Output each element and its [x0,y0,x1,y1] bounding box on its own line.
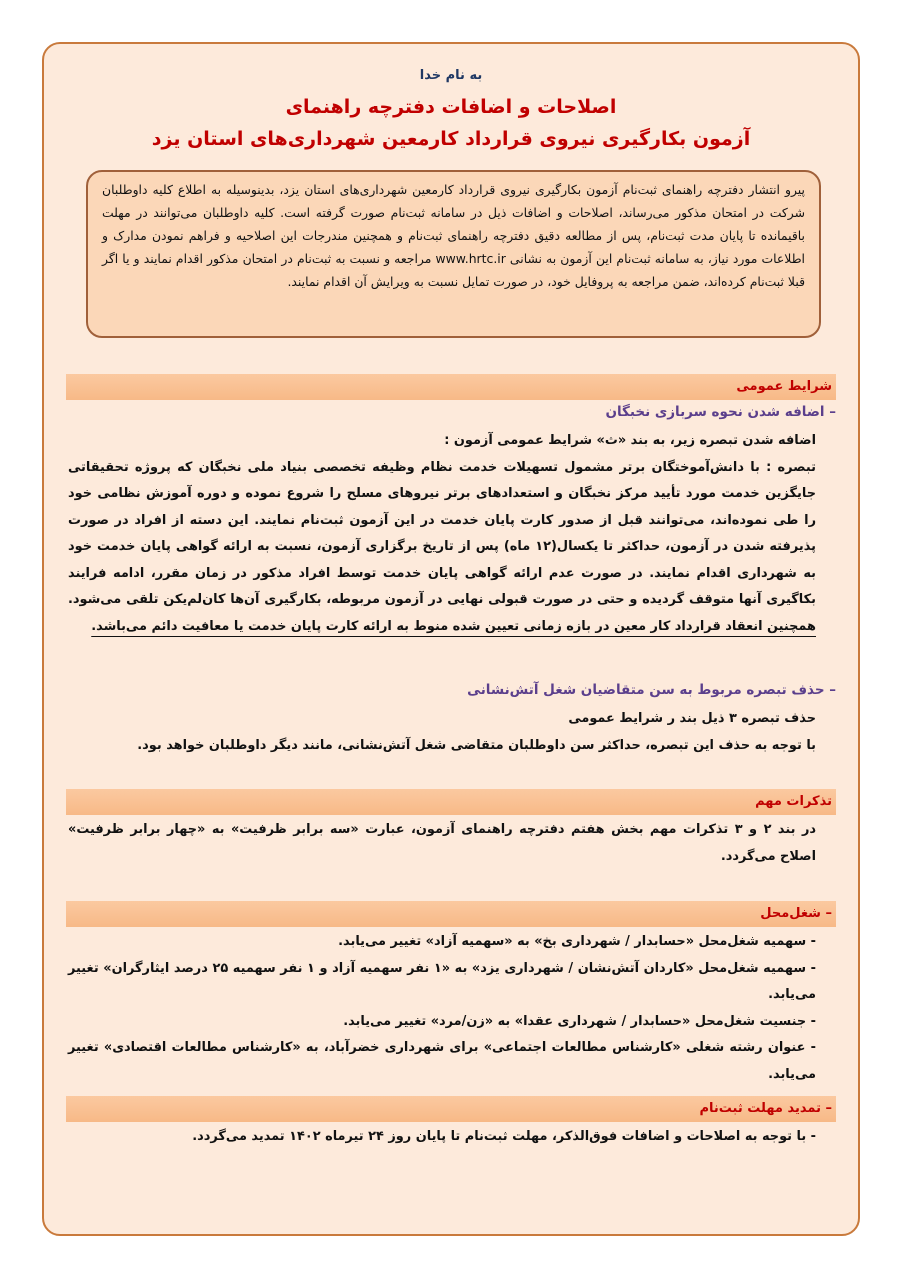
notes-body: در بند ۲ و ۳ تذکرات مهم بخش هفتم دفترچه راهنمای آزمون، عبارت «سه برابر ظرفیت» به «چهار برابر ظرفیت» اصلاح می‌گردد. [68,822,816,864]
job-items [68,929,816,1088]
elite-service-note: تبصره : با دانش‌آموختگان برتر مشمول تسهیلات خدمت نظام وظیفه تخصصی بنیاد ملی نخبگان که پروژه تحقیقاتی جایگزین خدمت مورد تأیید مرکز نخبگان و استعدادهای برتر نیروهای مسلح را شروع نموده و دوره آموزش نظامی خود را طی نموده‌اند، می‌توانند قبل از صدور کارت پایان خدمت در این آزمون ثبت‌نام نمایند. این دسته از افراد در صورت پذیرفته شدن در آزمون، حداکثر تا یکسال(۱۲ ماه) پس از تاریخ برگزاری آزمون، نسبت به ارائه گواهی پایان خدمت خود به شهرداری اقدام نمایند. در صورت عدم ارائه گواهی پایان خدمت توسط افراد مذکور در زمان مقرر، ادامه فرایند بکاگیری آنها متوقف گردیده و حتی در صورت قبولی نهایی در آزمون مربوطه، بکارگیری آن‌ها کان‌لم‌یکن تلقی می‌شود. [68,459,816,607]
firefighter-age-body [68,706,816,759]
section-extension-heading: – تمدید مهلت ثبت‌نام [66,1096,836,1122]
extension-body: - با توجه به اصلاحات و اضافات فوق‌الذکر، مهلت ثبت‌نام تا پایان روز ۲۴ تیرماه ۱۴۰۲ تمدید می‌گردد. [192,1129,816,1144]
bismillah: به نام خدا [419,68,483,83]
list-item: - جنسیت شغل‌محل «حسابدار / شهرداری عقدا» به «زن/مرد» تغییر می‌یابد. [343,1013,816,1029]
title-line-1: اصلاحات و اضافات دفترچه راهنمای [285,96,617,118]
list-item: - عنوان رشته شغلی «کارشناس مطالعات اجتماعی» برای شهرداری خضرآباد، به «کارشناس مطالعات اقتصادی» تغییر می‌یابد. [68,1040,816,1082]
elite-service-underlined: همچنین انعقاد قرارداد کار معین در بازه زمانی تعیین شده منوط به ارائه کارت پایان خدمت یا معافیت دائم می‌باشد. [91,618,816,634]
subheading-firefighter-age: – حذف تبصره مربوط به سن متقاضیان شغل آتش‌نشانی [467,682,836,698]
section-general-heading: شرایط عمومی [66,374,836,400]
intro-box: پیرو انتشار دفترچه راهنمای ثبت‌نام آزمون بکارگیری نیروی قرارداد کارمعین شهرداری‌های استان یزد، بدینوسیله به اطلاع کلیه داوطلبان شرکت در امتحان مذکور می‌رساند، اصلاحات و اضافات ذیل در سامانه ثبت‌نام صورت گرفته است. کلیه داوطلبان می‌توانند در مهلت باقیمانده تا پایان مدت ثبت‌نام، پس از مطالعه دقیق دفترچه راهنمای ثبت‌نام و همچنین مندرجات این اصلاحیه و فراهم نمودن مدارک و اطلاعات مورد نیاز، به سامانه ثبت‌نام این آزمون به نشانی www.hrtc.ir مراجعه و نسبت به ثبت‌نام در امتحان مذکور اقدام نمایند و یا اگر قبلا ثبت‌نام کرده‌اند، ضمن مراجعه به پروفایل خود، در صورت تمایل نسبت به ویرایش آن اقدام نمایند. [86,170,821,338]
subheading-elite-service: – اضافه شدن نحوه سربازی نخبگان [605,404,836,420]
section-notes-heading: تذکرات مهم [66,789,836,815]
title-line-2: آزمون بکارگیری نیروی قرارداد کارمعین شهرداری‌های استان یزد [151,128,751,150]
section-job-heading: – شغل‌محل [66,901,836,927]
list-item: - سهمیه شغل‌محل «حسابدار / شهرداری بخ» به «سهمیه آزاد» تغییر می‌یابد. [338,934,816,949]
firefighter-age-line-2: با توجه به حذف این تبصره، حداکثر سن داوطلبان متقاضی شغل آتش‌نشانی، مانند دیگر داوطلبان خواهد بود. [137,737,816,753]
elite-service-body [68,428,816,640]
document-frame [42,42,860,1236]
list-item: - سهمیه شغل‌محل «کاردان آتش‌نشان / شهرداری یزد» به «۱ نفر سهمیه آزاد و ۱ نفر سهمیه ۲۵ درصد ایثارگران» تغییر می‌یابد. [68,960,816,1002]
elite-service-intro: اضافه شدن تبصره زیر، به بند «ث» شرایط عمومی آزمون : [444,433,816,448]
firefighter-age-line-1: حذف تبصره ۳ ذیل بند ر شرایط عمومی [568,711,816,726]
